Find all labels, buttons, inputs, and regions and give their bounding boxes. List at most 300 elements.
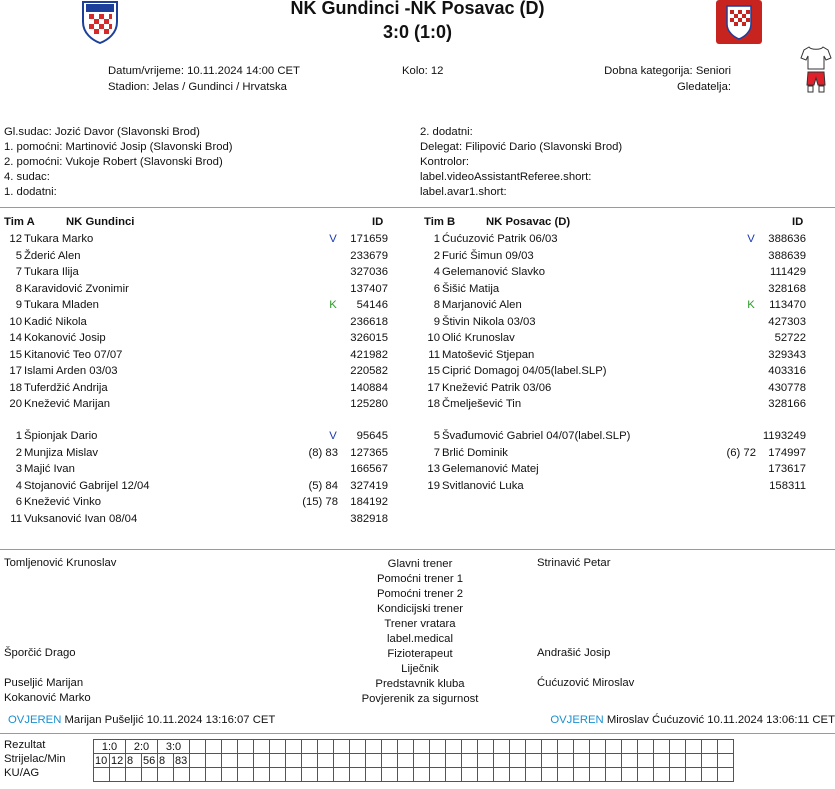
empty-cell	[286, 768, 302, 782]
empty-cell	[430, 754, 446, 768]
player-id: 173617	[768, 463, 806, 475]
player-role-mark: K	[329, 299, 337, 311]
empty-cell	[574, 740, 590, 754]
player-row	[0, 445, 410, 461]
player-number: 8	[15, 282, 22, 295]
player-role-mark: V	[747, 233, 755, 245]
player-number: 20	[9, 398, 22, 410]
verified-status: OVJEREN	[8, 714, 62, 726]
official-line: label.videoAssistantReferee.short:	[420, 171, 592, 183]
empty-cell	[238, 768, 254, 782]
match-category: Dobna kategorija: Seniori	[604, 65, 731, 77]
player-name: Čmelješević Tin	[442, 398, 522, 410]
player-number: 6	[433, 282, 440, 295]
empty-cell	[222, 754, 238, 768]
empty-cell	[686, 740, 702, 754]
player-number: 14	[9, 332, 22, 344]
empty-cell	[590, 740, 606, 754]
empty-cell	[558, 768, 574, 782]
player-number: 6	[15, 496, 22, 508]
empty-cell	[206, 740, 222, 754]
player-number: 18	[427, 398, 440, 410]
player-row	[418, 330, 828, 346]
empty-cell	[398, 740, 414, 754]
empty-cell	[686, 768, 702, 782]
player-row	[418, 248, 828, 264]
empty-cell	[414, 740, 430, 754]
match-spectators: Gledatelja:	[676, 81, 731, 93]
player-id: 166567	[350, 463, 388, 475]
empty-cell	[510, 754, 526, 768]
player-id: 125280	[350, 398, 388, 410]
empty-cell	[414, 768, 430, 782]
player-number: 13	[427, 463, 440, 475]
official-line: Gl.sudac: Jozić Davor (Slavonski Brod)	[4, 126, 200, 138]
player-name: Islami Arden 03/03	[24, 365, 118, 377]
empty-cell	[542, 740, 558, 754]
player-name: Karavidović Zvonimir	[24, 282, 129, 295]
player-role-mark: K	[747, 299, 755, 311]
player-id: 54146	[356, 299, 388, 311]
player-id: 388636	[768, 233, 806, 245]
player-name: Olić Krunoslav	[442, 332, 515, 344]
player-name: Knežević Vinko	[24, 496, 102, 508]
player-row	[418, 297, 828, 313]
empty-cell	[526, 768, 542, 782]
player-name: Tuferdžić Andrija	[24, 381, 108, 394]
player-id: 327036	[350, 266, 388, 278]
player-name: Štivin Nikola 03/03	[442, 315, 536, 328]
player-row	[418, 264, 828, 280]
player-row	[418, 445, 828, 461]
player-id: 140884	[350, 381, 388, 394]
player-substitution: (6) 72	[726, 446, 756, 459]
empty-cell	[654, 768, 670, 782]
empty-cell	[190, 740, 206, 754]
verified-by: Miroslav Ćućuzović 10.11.2024 13:06:11 CET	[606, 714, 835, 726]
empty-cell	[382, 740, 398, 754]
team-b-id-header: ID	[792, 216, 804, 228]
empty-cell	[222, 740, 238, 754]
staff-role-label: Pomoćni trener 1	[376, 573, 464, 585]
player-number: 17	[9, 365, 22, 377]
player-number: 11	[428, 348, 440, 361]
player-number: 15	[427, 365, 440, 377]
player-number: 3	[15, 463, 22, 475]
player-row	[0, 461, 410, 477]
player-row	[0, 428, 410, 444]
player-id: 174997	[768, 446, 806, 459]
empty-cell	[542, 754, 558, 768]
empty-cell	[238, 740, 254, 754]
empty-cell	[158, 768, 174, 782]
empty-cell	[462, 754, 478, 768]
player-name: Munjiza Mislav	[24, 446, 99, 459]
empty-cell	[558, 740, 574, 754]
match-round: Kolo: 12	[402, 65, 444, 77]
score-row-scorer	[94, 754, 734, 768]
match-stadium: Stadion: Jelas / Gundinci / Hrvatska	[108, 81, 287, 93]
empty-cell	[462, 768, 478, 782]
player-number: 4	[433, 266, 440, 278]
player-substitution: (5) 84	[308, 479, 338, 492]
result-cell: 3:0	[158, 740, 190, 754]
empty-cell	[126, 768, 142, 782]
verification-right	[550, 714, 835, 726]
kit-jersey-icon	[800, 45, 832, 96]
official-line: 2. dodatni:	[420, 126, 473, 138]
empty-cell	[366, 768, 382, 782]
player-substitution: (8) 83	[308, 446, 338, 459]
result-cell: 2:0	[126, 740, 158, 754]
empty-cell	[206, 768, 222, 782]
player-row	[418, 396, 828, 412]
empty-cell	[478, 768, 494, 782]
staff-member-home: Puseljić Marijan	[4, 677, 84, 689]
empty-cell	[350, 768, 366, 782]
player-name: Brlić Dominik	[442, 446, 508, 459]
divider	[0, 207, 835, 208]
empty-cell	[94, 768, 110, 782]
empty-cell	[622, 740, 638, 754]
player-id: 127365	[350, 446, 388, 459]
empty-cell	[302, 740, 318, 754]
empty-cell	[606, 740, 622, 754]
player-row	[0, 231, 410, 247]
empty-cell	[286, 740, 302, 754]
player-number: 19	[427, 479, 440, 492]
player-number: 1	[15, 430, 22, 442]
player-id: 137407	[350, 282, 388, 295]
empty-cell	[318, 754, 334, 768]
staff-role-label: Pomoćni trener 2	[376, 588, 464, 600]
scorer-minute-cell: 83	[174, 754, 190, 768]
empty-cell	[574, 768, 590, 782]
empty-cell	[510, 740, 526, 754]
empty-cell	[366, 740, 382, 754]
verified-status: OVJEREN	[550, 714, 604, 726]
empty-cell	[350, 740, 366, 754]
team-a-name: NK Gundinci	[66, 216, 135, 228]
empty-cell	[382, 754, 398, 768]
player-number: 4	[15, 479, 22, 492]
player-number: 11	[10, 512, 22, 525]
player-id: 327419	[350, 479, 388, 492]
player-row	[0, 347, 410, 363]
team-b-label: Tim B	[424, 216, 456, 228]
empty-cell	[622, 768, 638, 782]
empty-cell	[718, 740, 734, 754]
official-line: Delegat: Filipović Dario (Slavonski Brod)	[420, 141, 623, 153]
official-line: Kontrolor:	[420, 156, 469, 168]
player-id: 427303	[768, 315, 806, 328]
empty-cell	[558, 754, 574, 768]
player-name: Kitanović Teo 07/07	[24, 348, 123, 361]
player-number: 9	[433, 315, 440, 328]
match-title: NK Gundinci -NK Posavac (D)	[290, 0, 545, 18]
score-label-ku: KU/AG	[4, 767, 40, 779]
empty-cell	[510, 768, 526, 782]
player-name: Kokanović Josip	[24, 332, 106, 344]
scorer-number-cell: 8	[158, 754, 174, 768]
player-id: 382918	[350, 512, 388, 525]
scorer-number-cell: 8	[126, 754, 142, 768]
staff-member-home: Kokanović Marko	[4, 692, 91, 704]
empty-cell	[446, 754, 462, 768]
player-id: 52722	[774, 332, 806, 344]
player-name: Vuksanović Ivan 08/04	[24, 512, 138, 525]
player-id: 184192	[350, 496, 388, 508]
empty-cell	[702, 740, 718, 754]
player-number: 7	[15, 266, 22, 278]
empty-cell	[670, 740, 686, 754]
staff-member-home: Šporčić Drago	[4, 647, 76, 659]
player-name: Kadić Nikola	[24, 315, 87, 328]
player-id: 328166	[768, 398, 806, 410]
player-id: 430778	[768, 381, 806, 394]
player-id: 329343	[768, 348, 806, 361]
player-id: 220582	[350, 365, 388, 377]
player-row	[418, 281, 828, 297]
player-row	[0, 248, 410, 264]
empty-cell	[190, 768, 206, 782]
empty-cell	[270, 740, 286, 754]
player-id: 328168	[768, 282, 806, 295]
empty-cell	[446, 740, 462, 754]
player-name: Majić Ivan	[24, 463, 75, 475]
empty-cell	[334, 768, 350, 782]
score-label-result: Rezultat	[4, 739, 46, 751]
staff-member-away: Strinavić Petar	[537, 557, 611, 569]
empty-cell	[254, 768, 270, 782]
player-name: Gelemanović Matej	[442, 463, 539, 475]
player-id: 171659	[350, 233, 388, 245]
empty-cell	[398, 754, 414, 768]
player-name: Marjanović Alen	[442, 299, 522, 311]
player-name: Stojanović Gabrijel 12/04	[24, 479, 150, 492]
team-b-name: NK Posavac (D)	[486, 216, 571, 228]
player-row	[0, 297, 410, 313]
empty-cell	[638, 768, 654, 782]
empty-cell	[270, 754, 286, 768]
player-name: Švađumović Gabriel 04/07(label.SLP)	[442, 430, 631, 442]
player-number: 8	[433, 299, 440, 311]
player-number: 10	[427, 332, 440, 344]
player-id: 113470	[769, 299, 806, 311]
player-id: 388639	[768, 249, 806, 262]
empty-cell	[718, 768, 734, 782]
empty-cell	[462, 740, 478, 754]
scorer-number-cell: 10	[94, 754, 110, 768]
staff-member-away: Ćućuzović Miroslav	[537, 677, 635, 689]
player-row	[0, 314, 410, 330]
empty-cell	[142, 768, 158, 782]
staff-role-label: Kondicijski trener	[376, 603, 464, 615]
empty-cell	[478, 740, 494, 754]
staff-role-label: Trener vratara	[384, 618, 456, 630]
score-table	[93, 739, 734, 782]
empty-cell	[702, 754, 718, 768]
player-name: Ciprić Domagoj 04/05(label.SLP)	[442, 365, 607, 377]
empty-cell	[590, 768, 606, 782]
player-id: 1193249	[762, 430, 806, 442]
player-name: Knežević Marijan	[24, 398, 111, 410]
empty-cell	[254, 740, 270, 754]
empty-cell	[254, 754, 270, 768]
scorer-minute-cell: 12	[110, 754, 126, 768]
empty-cell	[446, 768, 462, 782]
player-row	[0, 281, 410, 297]
player-row	[0, 511, 410, 527]
match-score: 3:0 (1:0)	[382, 22, 453, 42]
player-row	[418, 478, 828, 494]
player-id: 233679	[350, 249, 388, 262]
official-line: 1. pomoćni: Martinović Josip (Slavonski Brod)	[4, 141, 233, 153]
empty-cell	[430, 740, 446, 754]
empty-cell	[494, 740, 510, 754]
player-number: 5	[433, 430, 440, 442]
player-role-mark: V	[329, 233, 337, 245]
player-name: Tukara Ilija	[24, 266, 79, 278]
empty-cell	[334, 740, 350, 754]
player-id: 403316	[768, 365, 806, 377]
result-cell: 1:0	[94, 740, 126, 754]
player-substitution: (15) 78	[302, 496, 338, 508]
empty-cell	[174, 768, 190, 782]
player-id: 95645	[356, 430, 388, 442]
empty-cell	[334, 754, 350, 768]
empty-cell	[366, 754, 382, 768]
official-line: label.avar1.short:	[420, 186, 507, 198]
empty-cell	[622, 754, 638, 768]
player-row	[0, 264, 410, 280]
empty-cell	[222, 768, 238, 782]
player-name: Svitlanović Luka	[442, 479, 524, 492]
empty-cell	[190, 754, 206, 768]
empty-cell	[542, 768, 558, 782]
empty-cell	[206, 754, 222, 768]
player-number: 2	[433, 249, 440, 262]
staff-role-label: Predstavnik kluba	[375, 678, 465, 690]
scorer-minute-cell: 56	[142, 754, 158, 768]
player-role-mark: V	[329, 430, 337, 442]
player-row	[0, 494, 410, 510]
player-number: 17	[427, 381, 440, 394]
player-name: Knežević Patrik 03/06	[442, 381, 552, 394]
empty-cell	[302, 754, 318, 768]
empty-cell	[430, 768, 446, 782]
player-number: 12	[9, 233, 22, 245]
empty-cell	[718, 754, 734, 768]
player-row	[0, 396, 410, 412]
staff-member-home: Tomljenović Krunoslav	[4, 557, 117, 569]
player-id: 111429	[769, 266, 806, 278]
empty-cell	[670, 768, 686, 782]
team-a-label: Tim A	[4, 216, 35, 228]
player-id: 421982	[350, 348, 388, 361]
official-line: 1. dodatni:	[4, 186, 57, 198]
empty-cell	[670, 754, 686, 768]
empty-cell	[318, 740, 334, 754]
player-number: 2	[15, 446, 22, 459]
player-row	[418, 314, 828, 330]
player-row	[0, 380, 410, 396]
player-name: Tukara Marko	[24, 233, 94, 245]
empty-cell	[606, 754, 622, 768]
empty-cell	[638, 754, 654, 768]
score-row-ku	[94, 768, 734, 782]
score-label-scorer: Strijelac/Min	[4, 753, 66, 765]
player-name: Furić Šimun 09/03	[442, 249, 534, 262]
player-name: Tukara Mladen	[24, 299, 99, 311]
empty-cell	[638, 740, 654, 754]
player-number: 9	[15, 299, 22, 311]
empty-cell	[302, 768, 318, 782]
player-name: Špionjak Dario	[24, 430, 98, 442]
verified-by: Marijan Pušeljić 10.11.2024 13:16:07 CET	[64, 714, 276, 726]
empty-cell	[654, 754, 670, 768]
player-row	[0, 330, 410, 346]
empty-cell	[350, 754, 366, 768]
staff-role-label: Fizioterapeut	[387, 648, 453, 660]
divider	[0, 733, 835, 734]
staff-role-label: label.medical	[387, 633, 453, 645]
player-row	[0, 363, 410, 379]
empty-cell	[606, 768, 622, 782]
empty-cell	[270, 768, 286, 782]
empty-cell	[382, 768, 398, 782]
player-row	[418, 231, 828, 247]
player-id: 326015	[350, 332, 388, 344]
player-name: Šišić Matija	[442, 282, 500, 295]
empty-cell	[590, 754, 606, 768]
empty-cell	[494, 768, 510, 782]
player-number: 10	[9, 315, 22, 328]
staff-role-label: Liječnik	[401, 663, 439, 675]
team-a-id-header: ID	[372, 216, 384, 228]
staff-role-label: Glavni trener	[387, 558, 453, 570]
player-row	[418, 347, 828, 363]
empty-cell	[526, 740, 542, 754]
match-datetime: Datum/vrijeme: 10.11.2024 14:00 CET	[108, 65, 300, 77]
empty-cell	[414, 754, 430, 768]
player-id: 236618	[350, 315, 388, 328]
empty-cell	[238, 754, 254, 768]
staff-role-label: Povjerenik za sigurnost	[361, 693, 479, 705]
player-number: 1	[433, 233, 440, 245]
player-number: 7	[433, 446, 440, 459]
empty-cell	[398, 768, 414, 782]
verification-left	[8, 714, 275, 726]
player-row	[418, 363, 828, 379]
empty-cell	[686, 754, 702, 768]
empty-cell	[702, 768, 718, 782]
player-name: Gelemanović Slavko	[442, 266, 545, 278]
official-line: 2. pomoćni: Vukoje Robert (Slavonski Brod)	[4, 156, 223, 168]
player-row	[0, 478, 410, 494]
player-number: 18	[9, 381, 22, 394]
empty-cell	[110, 768, 126, 782]
empty-cell	[478, 754, 494, 768]
empty-cell	[318, 768, 334, 782]
player-row	[418, 461, 828, 477]
player-number: 15	[9, 348, 22, 361]
official-line: 4. sudac:	[4, 171, 50, 183]
player-row	[418, 428, 828, 444]
player-number: 5	[15, 249, 22, 262]
empty-cell	[286, 754, 302, 768]
empty-cell	[494, 754, 510, 768]
